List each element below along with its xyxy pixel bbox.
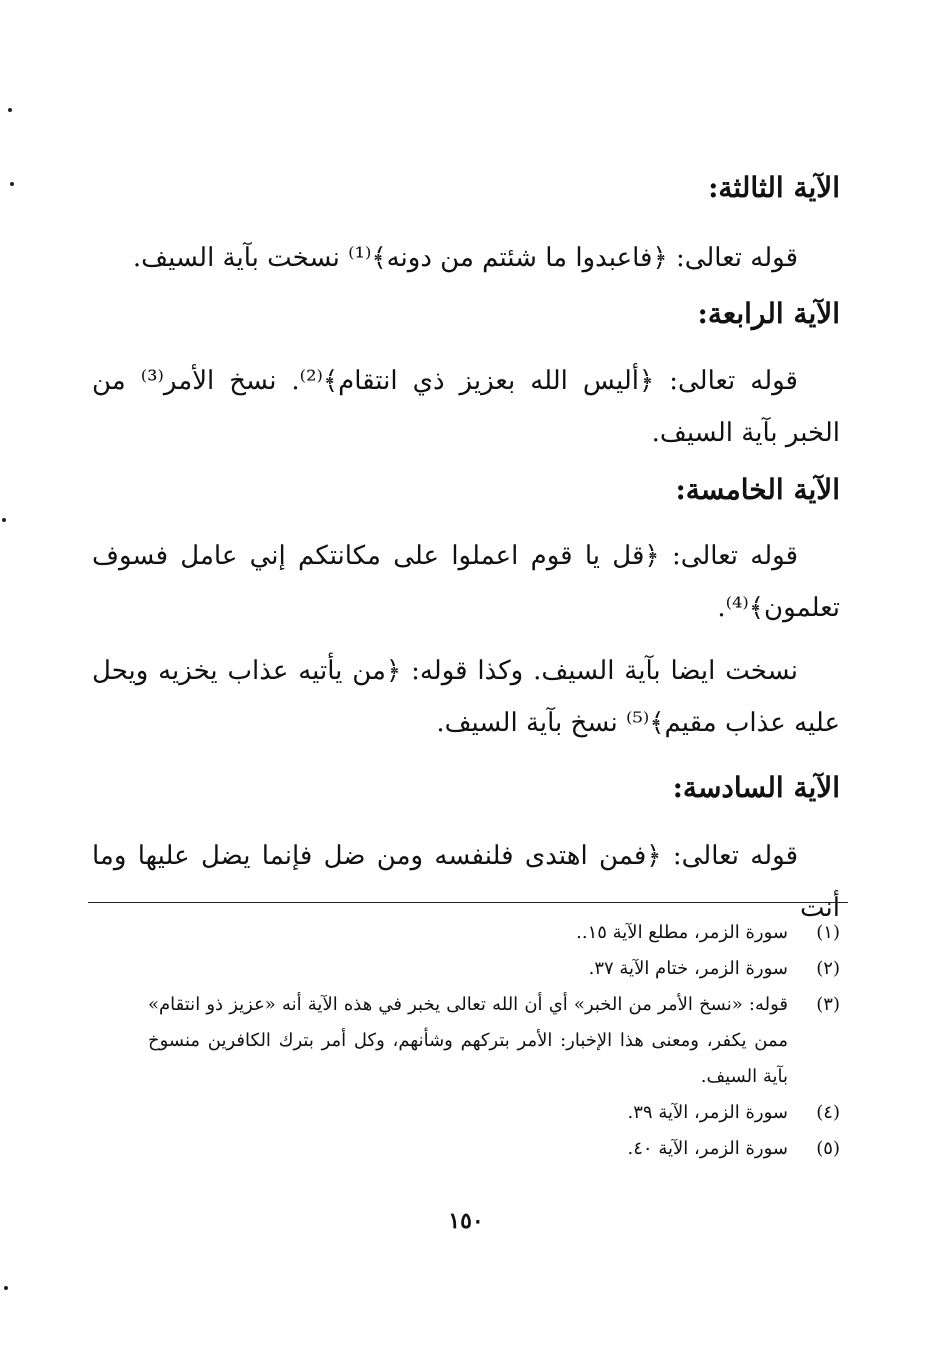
footnote-text: سورة الزمر، ختام الآية ٣٧. [588,958,788,979]
body-paragraph: قوله تعالى: ﴿فمن اهتدى فلنفسه ومن ضل فإنما يضل عليها وما أنت [92,841,840,923]
footnote-number: (٥) [816,1138,840,1159]
body-paragraph: نسخت ايضا بآية السيف. وكذا قوله: ﴿من يأتيه عذاب يخزيه ويحل عليه عذاب مقيم﴾⁽⁵⁾ نسخ بآية السيف. [92,656,840,738]
margin-mark [4,1286,8,1290]
section-heading: الآية السادسة: [672,771,840,804]
footnote-separator [88,902,848,903]
footnote [148,987,840,1095]
footnote [148,1131,840,1167]
body-paragraph: قوله تعالى: ﴿قل يا قوم اعملوا على مكانتكم إني عامل فسوف تعلمون﴾⁽⁴⁾. [92,541,840,623]
footnote [148,951,840,987]
footnote-number: (١) [816,922,840,943]
section-heading: الآية الثالثة: [708,171,840,204]
footnote-text: قوله: «نسخ الأمر من الخبر» أي أن الله تعالى يخبر في هذه الآية أنه «عزيز ذو انتقام» ممن يكفر، ومعنى هذا الإخبار: الأمر بتركهم وشأنهم، وكل أمر بترك الكافرين منسوخ بآية السيف. [148,994,788,1087]
body-paragraph: قوله تعالى: ﴿أليس الله بعزيز ذي انتقام﴾⁽²⁾. نسخ الأمر⁽³⁾ من الخبر بآية السيف. [92,366,840,448]
margin-mark [2,518,6,522]
footnote-text: سورة الزمر، مطلع الآية ١٥.. [576,922,788,943]
section-heading: الآية الخامسة: [675,473,840,506]
margin-mark [8,108,12,112]
footnote [148,915,840,951]
footnotes [148,915,840,1167]
page-number: ١٥٠ [448,1208,484,1234]
footnote-number: (٤) [816,1102,840,1123]
margin-mark [10,182,14,186]
footnote-number: (٣) [816,994,840,1015]
body-paragraph: قوله تعالى: ﴿فاعبدوا ما شئتم من دونه﴾⁽¹⁾ نسخت بآية السيف. [132,243,798,273]
footnote-number: (٢) [816,958,840,979]
footnote-text: سورة الزمر، الآية ٤٠. [627,1138,788,1159]
footnote [148,1095,840,1131]
section-heading: الآية الرابعة: [697,297,840,330]
footnote-text: سورة الزمر، الآية ٣٩. [627,1102,788,1123]
